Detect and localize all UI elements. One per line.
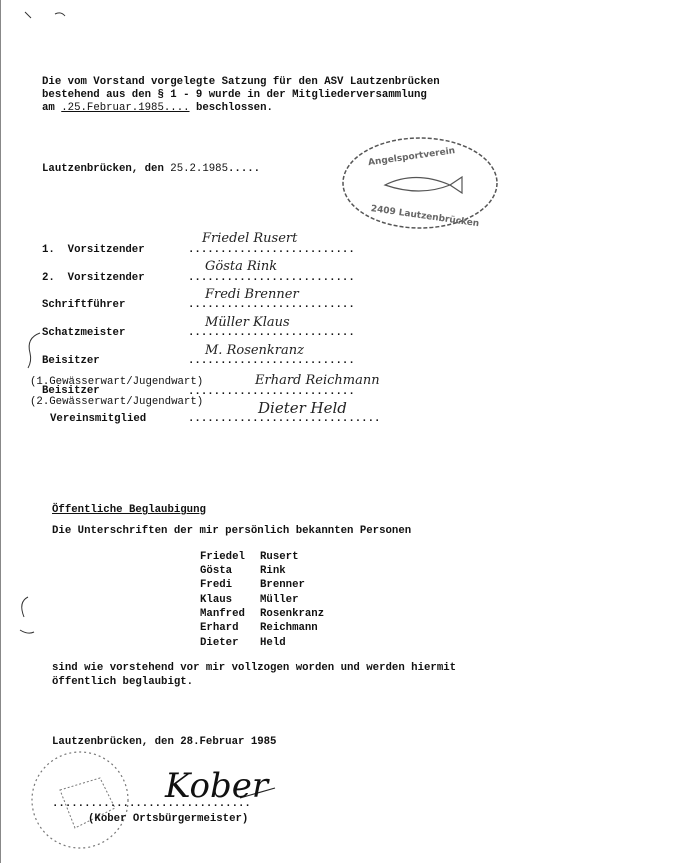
officer-label: Vereinsmitglied <box>50 413 147 425</box>
officer-dots: .............................. <box>188 413 381 425</box>
intro-line-1: Die vom Vorstand vorgelegte Satzung für den ASV Lautzenbrücken <box>42 76 440 88</box>
intro-date: .25.Februar.1985.... <box>61 102 190 114</box>
certification-intro: Die Unterschriften der mir persönlich bekannten Personen <box>52 525 412 537</box>
officer-label: (1.Gewässerwart/Jugendwart) <box>30 376 204 388</box>
place-date-prefix: Lautzenbrücken, den <box>42 163 171 175</box>
person-last: Rusert <box>260 551 299 563</box>
officer-dots: .......................... <box>188 327 355 339</box>
officer-label: Schatzmeister <box>42 327 126 339</box>
person-first: Dieter <box>200 637 239 649</box>
club-stamp-bottom: 2409 Lautzenbrücken <box>370 204 480 230</box>
certification-closing-2: öffentlich beglaubigt. <box>52 676 194 688</box>
officer-dots: .......................... <box>188 386 355 398</box>
officer-dots: .......................... <box>188 272 355 284</box>
officer-signature: Gösta Rink <box>205 259 278 274</box>
person-first: Gösta <box>200 565 233 577</box>
place-date-date: 25.2.1985 <box>170 163 229 175</box>
person-last: Müller <box>260 594 299 606</box>
person-last: Rosenkranz <box>260 608 325 620</box>
officer-label: 2. Vorsitzender <box>42 272 145 284</box>
intro-suffix: beschlossen. <box>189 102 273 114</box>
officer-signature: Fredi Brenner <box>205 287 299 302</box>
person-first: Manfred <box>200 608 245 620</box>
certification-closing-1: sind wie vorstehend vor mir vollzogen worden und werden hiermit <box>52 662 457 674</box>
officer-label: Schriftführer <box>42 299 126 311</box>
officer-label: Beisitzer <box>42 385 100 397</box>
officer-label: 1. Vorsitzender <box>42 244 145 256</box>
officer-label: (2.Gewässerwart/Jugendwart) <box>30 396 204 408</box>
officer-signature: Friedel Rusert <box>202 231 298 246</box>
person-first: Klaus <box>200 594 233 606</box>
person-last: Held <box>260 637 286 649</box>
officer-signature: Erhard Reichmann <box>255 373 380 388</box>
margin-bracket-marks <box>20 12 65 633</box>
certification-heading: Öffentliche Beglaubigung <box>52 504 206 516</box>
officer-dots: .......................... <box>188 299 355 311</box>
intro-am: am <box>42 102 62 114</box>
club-stamp <box>343 138 497 229</box>
person-first: Fredi <box>200 579 233 591</box>
officer-dots: .......................... <box>188 244 355 256</box>
person-last: Brenner <box>260 579 305 591</box>
final-place-date: Lautzenbrücken, den 28.Februar 1985 <box>52 736 277 748</box>
final-dots: ............................... <box>52 798 251 810</box>
officer-label: Beisitzer <box>42 355 100 367</box>
club-stamp-top: Angelsportverein <box>367 146 456 169</box>
intro-line-2: bestehend aus den § 1 - 9 wurde in der Mitgliederversammlung <box>42 89 427 101</box>
final-signer: (Kober Ortsbürgermeister) <box>88 813 249 825</box>
officer-dots: .......................... <box>188 355 355 367</box>
place-date-dots: ..... <box>228 163 261 175</box>
officer-signature: Müller Klaus <box>205 315 290 330</box>
person-last: Reichmann <box>260 622 318 634</box>
officer-signature: M. Rosenkranz <box>205 343 304 358</box>
person-first: Erhard <box>200 622 239 634</box>
mayor-signature: Kober <box>165 766 269 806</box>
officer-signature: Dieter Held <box>258 399 347 417</box>
person-first: Friedel <box>200 551 245 563</box>
person-last: Rink <box>260 565 286 577</box>
